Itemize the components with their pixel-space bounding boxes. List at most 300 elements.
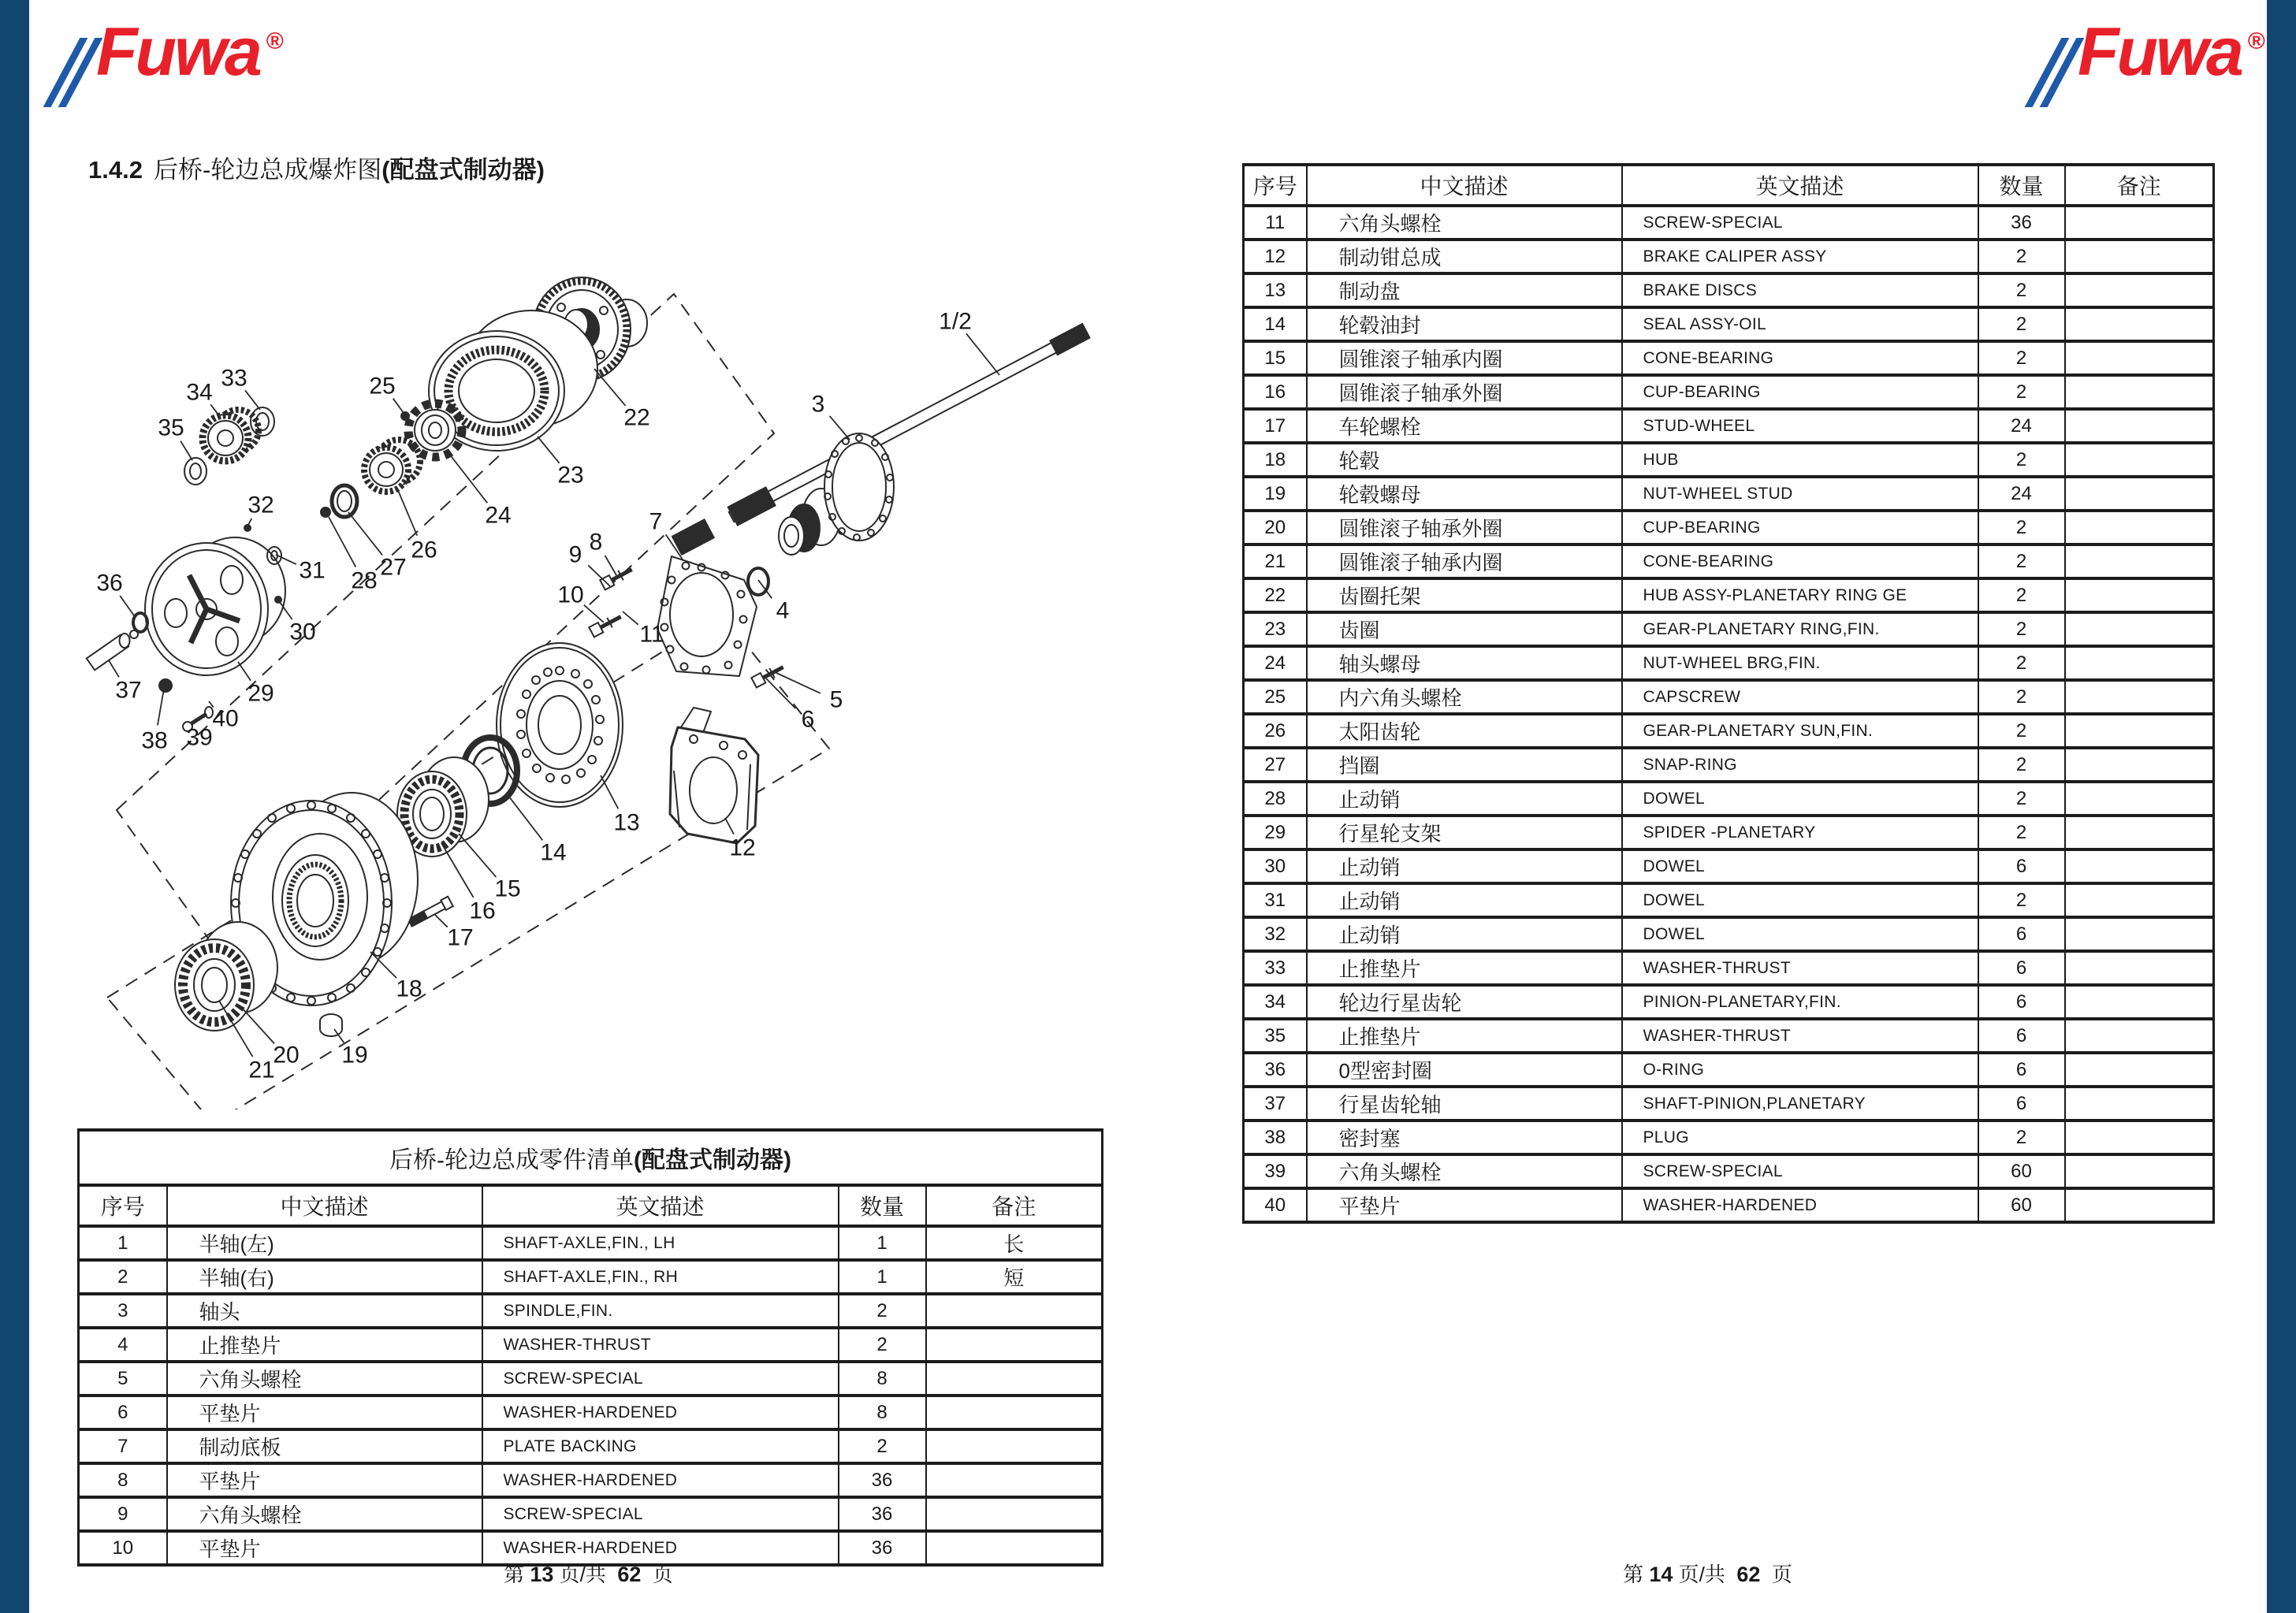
table-cell: CAPSCREW [1622, 680, 1978, 714]
table-cell [2065, 849, 2214, 883]
part-planetary-spider [145, 537, 285, 675]
section-title [88, 150, 545, 185]
callout-label: 24 [485, 502, 512, 529]
callout-label: 13 [613, 809, 640, 836]
table-cell: 轮毂 [1307, 443, 1622, 477]
table-cell: 止动销 [1307, 917, 1622, 951]
table-cell: SNAP-RING [1622, 748, 1978, 782]
table-cell: 2 [1978, 748, 2065, 782]
table-row [1244, 646, 2214, 680]
part-backing-plate [657, 556, 757, 676]
table-cell: 太阳齿轮 [1307, 714, 1622, 748]
table-row [79, 1429, 1103, 1463]
table-cell: 9 [79, 1497, 167, 1531]
table-cell: 4 [79, 1328, 167, 1362]
table-cell [2065, 748, 2214, 782]
table-row [1244, 849, 2214, 883]
table-cell: 2 [1978, 240, 2065, 273]
table-cell [2065, 273, 2214, 307]
table-cell [926, 1362, 1103, 1396]
table-row [79, 1396, 1103, 1429]
table-cell: 36 [839, 1463, 926, 1497]
table-cell: 8 [79, 1463, 167, 1497]
table-cell: 6 [1978, 849, 2065, 883]
table-cell: SCREW-SPECIAL [1622, 206, 1978, 240]
table-cell: 10 [79, 1531, 167, 1565]
table-cell [926, 1328, 1103, 1362]
table-row [1244, 680, 2214, 714]
table-cell: 6 [1978, 1087, 2065, 1121]
callout-label: 25 [369, 373, 396, 400]
part-shaft-plug [87, 630, 138, 670]
table-cell: 24 [1244, 646, 1307, 680]
column-header: 备注 [926, 1185, 1103, 1226]
table-cell: 6 [1978, 917, 2065, 951]
table-cell: NUT-WHEEL BRG,FIN. [1622, 646, 1978, 680]
table-cell: 36 [1244, 1053, 1307, 1087]
table-cell: WASHER-THRUST [482, 1328, 839, 1362]
table-cell: 38 [1244, 1121, 1307, 1154]
logo-wordmark: Fuwa [2078, 14, 2242, 90]
callout-label: 7 [649, 508, 663, 535]
part-snap-ring [332, 485, 357, 517]
table-cell: 止推垫片 [167, 1328, 482, 1362]
logo-slashes-icon [61, 38, 91, 107]
callout-leader-line [180, 441, 192, 460]
part-planetary-pinion [203, 410, 259, 461]
callout-label: 27 [380, 554, 407, 581]
table-cell: 制动钳总成 [1307, 240, 1622, 273]
table-cell: 2 [1978, 511, 2065, 544]
callout-label: 16 [469, 898, 496, 924]
table-row [79, 1294, 1103, 1328]
part-seal-plug [159, 679, 172, 692]
table-cell: 2 [839, 1429, 926, 1463]
table-cell: 20 [1244, 511, 1307, 544]
table-cell: 23 [1244, 612, 1307, 646]
table-cell: 2 [1978, 273, 2065, 307]
table-cell: 36 [839, 1497, 926, 1531]
table-cell: WASHER-HARDENED [482, 1396, 839, 1429]
table-cell: 0型密封圈 [1307, 1053, 1622, 1087]
table-cell: 轮毂螺母 [1307, 477, 1622, 511]
part-brake-caliper [670, 708, 758, 843]
table-cell [2065, 206, 2214, 240]
table-cell: 60 [1978, 1154, 2065, 1188]
part-capscrew [401, 412, 409, 420]
callout-leader-line [241, 1007, 274, 1043]
part-sun-gear [364, 440, 420, 492]
table-cell: 2 [1978, 1121, 2065, 1154]
table-cell [2065, 1188, 2214, 1222]
table-cell: 18 [1244, 443, 1307, 477]
callout-leader-line [605, 556, 616, 575]
right-page-edge-bar [2267, 0, 2296, 1613]
table-cell [2065, 578, 2214, 612]
table-cell: 36 [839, 1531, 926, 1565]
table-row [1244, 714, 2214, 748]
table-cell: 齿圈 [1307, 612, 1622, 646]
table-cell [2065, 307, 2214, 341]
table-cell: 5 [79, 1362, 167, 1396]
table-cell: 2 [1978, 375, 2065, 409]
table-cell: 34 [1244, 985, 1307, 1019]
table-cell: 六角头螺栓 [1307, 206, 1622, 240]
table-row [79, 1463, 1103, 1497]
callout-label: 36 [96, 570, 123, 597]
callout-label: 1/2 [939, 308, 972, 335]
table-row [1244, 544, 2214, 578]
callout-label: 39 [186, 724, 213, 751]
table-cell: 60 [1978, 1188, 2065, 1222]
table-cell: 六角头螺栓 [167, 1362, 482, 1396]
table-row [1244, 341, 2214, 375]
table-cell: 平垫片 [1307, 1188, 1622, 1222]
table-cell: 2 [839, 1328, 926, 1362]
table-cell: 25 [1244, 680, 1307, 714]
table-row [1244, 748, 2214, 782]
callout-label: 23 [557, 462, 584, 489]
table-row [1244, 511, 2214, 544]
column-header: 英文描述 [482, 1185, 839, 1226]
table-cell: 27 [1244, 748, 1307, 782]
table-cell [926, 1294, 1103, 1328]
table-cell: 内六角头螺栓 [1307, 680, 1622, 714]
column-header: 中文描述 [167, 1185, 482, 1226]
table-cell [2065, 240, 2214, 273]
callout-leader-line [120, 596, 136, 618]
table-cell: 12 [1244, 240, 1307, 273]
table-row [79, 1497, 1103, 1531]
table-cell: 26 [1244, 714, 1307, 748]
table-cell: 21 [1244, 544, 1307, 578]
table-cell: 6 [1978, 1053, 2065, 1087]
table-header-row [79, 1185, 1103, 1226]
table-cell: CUP-BEARING [1622, 375, 1978, 409]
table-cell: O-RING [1622, 1053, 1978, 1087]
table-cell [2065, 341, 2214, 375]
callout-leader-line [435, 915, 448, 927]
section-text: 后桥-轮边总成爆炸图 [153, 156, 382, 184]
table-cell: 6 [1978, 951, 2065, 985]
callout-label: 40 [212, 705, 239, 732]
table-cell: 2 [1978, 816, 2065, 849]
table-cell: 半轴(右) [167, 1260, 482, 1294]
callout-label: 5 [829, 686, 843, 713]
table-cell: 行星轮支架 [1307, 816, 1622, 849]
table-cell: 32 [1244, 917, 1307, 951]
table-cell: 8 [839, 1396, 926, 1429]
table-cell: WASHER-HARDENED [1622, 1188, 1978, 1222]
callout-label: 14 [540, 839, 567, 866]
table-cell: 6 [1978, 985, 2065, 1019]
table-cell: 33 [1244, 951, 1307, 985]
table-cell: 平垫片 [167, 1463, 482, 1497]
callout-label: 37 [115, 677, 142, 704]
table-row [1244, 1087, 2214, 1121]
table-cell: 13 [1244, 273, 1307, 307]
table-cell: 14 [1244, 307, 1307, 341]
table-cell: 31 [1244, 883, 1307, 917]
table-cell [2065, 816, 2214, 849]
table-cell: DOWEL [1622, 782, 1978, 816]
registered-mark: ® [2247, 28, 2265, 54]
table-cell: SCREW-SPECIAL [482, 1497, 839, 1531]
section-number: 1.4.2 [88, 156, 143, 184]
table-cell: 22 [1244, 578, 1307, 612]
table-cell: BRAKE CALIPER ASSY [1622, 240, 1978, 273]
callout-label: 20 [273, 1042, 300, 1069]
table-cell: 轴头螺母 [1307, 646, 1622, 680]
callout-leader-line [766, 678, 795, 708]
callout-leader-line [348, 512, 382, 555]
table-cell: 圆锥滚子轴承内圈 [1307, 544, 1622, 578]
callout-label: 32 [247, 492, 274, 518]
callout-label: 33 [221, 365, 247, 392]
table-header-row [1244, 165, 2214, 206]
table-cell [2065, 1154, 2214, 1188]
table-cell [2065, 1019, 2214, 1053]
table-cell: 密封塞 [1307, 1121, 1622, 1154]
table-cell: 止推垫片 [1307, 1019, 1622, 1053]
callout-label: 8 [589, 529, 603, 556]
table-cell: SCREW-SPECIAL [1622, 1154, 1978, 1188]
table-cell [2065, 477, 2214, 511]
part-thrust-washer [184, 458, 207, 485]
table-cell: 7 [79, 1429, 167, 1463]
part-o-ring [133, 613, 147, 632]
table-cell [2065, 1087, 2214, 1121]
table-cell [2065, 511, 2214, 544]
table-cell: 2 [1978, 341, 2065, 375]
table-cell: 长 [926, 1226, 1103, 1260]
left-page-edge-bar [0, 0, 29, 1613]
table-cell: HUB ASSY-PLANETARY RING GE [1622, 578, 1978, 612]
table-cell: 2 [1978, 307, 2065, 341]
table-cell [926, 1429, 1103, 1463]
callout-leader-line [830, 416, 850, 440]
table-cell [926, 1396, 1103, 1429]
callout-label: 3 [811, 391, 825, 418]
table-row [79, 1226, 1103, 1260]
table-cell: CUP-BEARING [1622, 511, 1978, 544]
table-row [1244, 1019, 2214, 1053]
table-cell [2065, 951, 2214, 985]
parts-table-left [77, 1128, 1103, 1567]
table-cell [2065, 1121, 2214, 1154]
table-cell [2065, 680, 2214, 714]
column-header: 数量 [839, 1185, 926, 1226]
table-cell: 圆锥滚子轴承内圈 [1307, 341, 1622, 375]
callout-leader-line [441, 843, 474, 898]
page-number-left: 第 13 页/共 62 页 [504, 1563, 673, 1586]
part-o-ring [748, 568, 768, 595]
table-cell: 2 [1978, 544, 2065, 578]
table-cell: 止动销 [1307, 782, 1622, 816]
logo-wordmark: Fuwa [96, 14, 260, 90]
fuwa-logo [2043, 14, 2265, 123]
callout-leader-line [195, 719, 196, 722]
table-cell: 8 [839, 1362, 926, 1396]
table-cell: SHAFT-AXLE,FIN., RH [482, 1260, 839, 1294]
table-row [1244, 1154, 2214, 1188]
callout-label: 26 [411, 537, 437, 563]
table-cell: 2 [1978, 443, 2065, 477]
callout-label: 18 [396, 976, 422, 1002]
table-cell [2065, 985, 2214, 1019]
table-cell: 短 [926, 1260, 1103, 1294]
table-row [1244, 206, 2214, 240]
table-cell [2065, 1053, 2214, 1087]
table-cell: 挡圈 [1307, 748, 1622, 782]
table-cell: WASHER-THRUST [1622, 1019, 1978, 1053]
table-cell: 齿圈托架 [1307, 578, 1622, 612]
table-cell: 36 [1978, 206, 2065, 240]
table-row [1244, 409, 2214, 443]
table-cell: WASHER-THRUST [1622, 951, 1978, 985]
table-row [1244, 917, 2214, 951]
table-cell: 止动销 [1307, 849, 1622, 883]
page-number-right: 第 14 页/共 62 页 [1623, 1563, 1792, 1586]
table-cell: 28 [1244, 782, 1307, 816]
table-cell: SHAFT-PINION,PLANETARY [1622, 1087, 1978, 1121]
table-cell: STUD-WHEEL [1622, 409, 1978, 443]
table-cell: 六角头螺栓 [1307, 1154, 1622, 1188]
table-row [79, 1362, 1103, 1396]
table-row [1244, 883, 2214, 917]
lower-assembly-axis [107, 615, 829, 1109]
table-cell: 1 [839, 1226, 926, 1260]
callout-leader-line [397, 489, 417, 536]
callout-leader-line [238, 662, 251, 681]
table-row [1244, 985, 2214, 1019]
callout-leader-line [601, 775, 618, 808]
table-cell: 11 [1244, 206, 1307, 240]
table-cell [2065, 714, 2214, 748]
column-header: 中文描述 [1307, 165, 1622, 206]
callout-label: 30 [289, 619, 316, 645]
table-cell: 轮毂油封 [1307, 307, 1622, 341]
callout-leader-line [109, 660, 119, 677]
table-cell: 2 [1978, 782, 2065, 816]
table-cell: 2 [1978, 612, 2065, 646]
section-text-bold: (配盘式制动器) [381, 156, 545, 184]
table-cell: 2 [79, 1260, 167, 1294]
table-row [1244, 1188, 2214, 1222]
callout-label: 19 [341, 1042, 368, 1069]
parts-table-right [1242, 163, 2215, 1224]
table-title: 后桥-轮边总成零件清单(配盘式制动器) [79, 1130, 1103, 1185]
table-cell: 16 [1244, 375, 1307, 409]
table-cell [2065, 443, 2214, 477]
table-cell: GEAR-PLANETARY SUN,FIN. [1622, 714, 1978, 748]
table-cell: 2 [1978, 883, 2065, 917]
table-cell: SEAL ASSY-OIL [1622, 307, 1978, 341]
table-cell: GEAR-PLANETARY RING,FIN. [1622, 612, 1978, 646]
callout-leader-line [393, 399, 404, 413]
callout-leader-line [245, 390, 260, 410]
table-cell: 行星齿轮轴 [1307, 1087, 1622, 1121]
callout-label: 12 [729, 834, 756, 861]
column-header: 序号 [79, 1185, 167, 1226]
callout-leader-line [594, 369, 626, 406]
table-cell [926, 1497, 1103, 1531]
table-cell: 24 [1978, 409, 2065, 443]
table-row [1244, 240, 2214, 273]
table-cell: 3 [79, 1294, 167, 1328]
table-cell: SHAFT-AXLE,FIN., LH [482, 1226, 839, 1260]
callout-leader-line [623, 611, 638, 625]
table-cell [2065, 646, 2214, 680]
callout-label: 22 [623, 404, 650, 431]
table-cell: 6 [1978, 1019, 2065, 1053]
part-bolt-washer [589, 611, 623, 637]
table-cell: 37 [1244, 1087, 1307, 1121]
table-row [1244, 375, 2214, 409]
table-cell [2065, 544, 2214, 578]
table-cell: 19 [1244, 477, 1307, 511]
table-cell: PLATE BACKING [482, 1429, 839, 1463]
part-spindle [779, 433, 894, 555]
table-cell [2065, 612, 2214, 646]
table-cell: 半轴(左) [167, 1226, 482, 1260]
table-cell: 制动盘 [1307, 273, 1622, 307]
callout-leader-line [158, 689, 164, 725]
table-cell [2065, 409, 2214, 443]
exploded-view-diagram [71, 203, 1190, 1109]
table-cell: SCREW-SPECIAL [482, 1362, 839, 1396]
callout-label: 29 [247, 680, 274, 707]
callout-label: 9 [568, 541, 582, 568]
table-cell: 24 [1978, 477, 2065, 511]
fuwa-logo [61, 14, 284, 123]
table-cell: DOWEL [1622, 849, 1978, 883]
callout-leader-line [459, 834, 496, 877]
callout-label: 34 [186, 379, 213, 406]
callout-label: 10 [557, 582, 584, 608]
table-cell: 35 [1244, 1019, 1307, 1053]
table-cell: CONE-BEARING [1622, 544, 1978, 578]
callout-label: 21 [248, 1057, 275, 1083]
table-row [1244, 578, 2214, 612]
table-cell: 29 [1244, 816, 1307, 849]
table-cell: 圆锥滚子轴承外圈 [1307, 375, 1622, 409]
registered-mark: ® [266, 28, 284, 54]
table-cell: DOWEL [1622, 917, 1978, 951]
table-row [1244, 443, 2214, 477]
table-cell: 车轮螺栓 [1307, 409, 1622, 443]
table-row [1244, 816, 2214, 849]
table-cell: 六角头螺栓 [167, 1497, 482, 1531]
table-cell: 2 [1978, 646, 2065, 680]
callout-leader-line [584, 605, 604, 623]
table-cell: 2 [839, 1294, 926, 1328]
table-row [1244, 273, 2214, 307]
table-cell: BRAKE DISCS [1622, 273, 1978, 307]
table-cell: WASHER-HARDENED [482, 1463, 839, 1497]
table-cell: PLUG [1622, 1121, 1978, 1154]
table-cell [926, 1463, 1103, 1497]
callout-leader-line [538, 437, 560, 463]
table-cell [2065, 917, 2214, 951]
table-cell: 圆锥滚子轴承外圈 [1307, 511, 1622, 544]
table-cell: 1 [79, 1226, 167, 1260]
column-header: 数量 [1978, 165, 2065, 206]
table-cell [2065, 375, 2214, 409]
table-row [1244, 951, 2214, 985]
table-cell: 止动销 [1307, 883, 1622, 917]
part-cone-bearing [175, 922, 277, 1031]
